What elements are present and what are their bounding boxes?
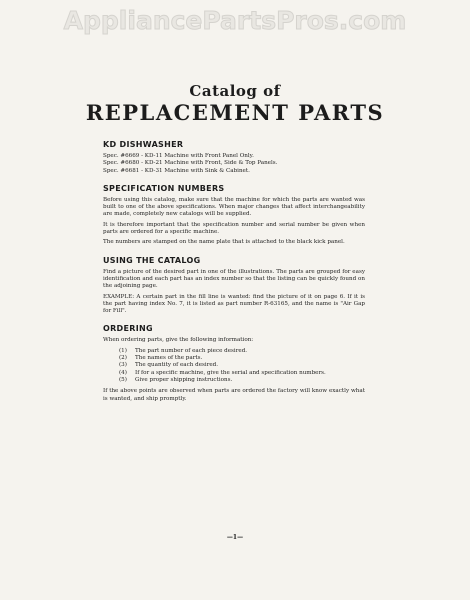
list-item-number: (4) [119, 369, 127, 376]
list-item [119, 355, 365, 362]
paragraph: Find a picture of the desired part in one of the illustrations. The parts are grouped for easy identification and each part has an index number so that the listing can be quickly found on the adjoining page. [103, 268, 365, 290]
using-the-catalog-heading: USING THE CATALOG [103, 255, 201, 265]
watermark-logo: AppliancePartsPros.com [63, 6, 407, 35]
paragraph: It is therefore important that the specification number and serial number be given when parts are ordered for a specific machine. [103, 221, 365, 236]
example-paragraph: EXAMPLE: A certain part in the fill line is wanted: find the picture of it on page 6. If it is the part having index No. 7, it is listed as part number R-63165, and the name is "Air Gap for Fill". [103, 293, 365, 315]
using-the-catalog-section [103, 256, 365, 316]
spec-line-6669: Spec. #6669 - KD-11 Machine with Front Panel Only. [103, 153, 254, 159]
catalog-title-line1: Catalog of [189, 82, 281, 100]
ordering-section [103, 324, 365, 402]
spec-line-6680: Spec. #6680 - KD-21 Machine with Front, Side & Top Panels. [103, 160, 278, 167]
kd-dishwasher-section [103, 140, 365, 175]
list-item-number: (5) [119, 376, 127, 383]
specification-numbers-heading: SPECIFICATION NUMBERS [103, 183, 225, 193]
list-item-text: The quantity of each desired. [135, 362, 219, 369]
ordering-intro: When ordering parts, give the following information: [103, 337, 254, 344]
page-content [103, 140, 365, 406]
paragraph: The numbers are stamped on the name plate that is attached to the black kick panel. [103, 239, 345, 246]
spec-line-6681: Spec. #6681 - KD-31 Machine with Sink & Cabinet. [103, 167, 250, 174]
list-item [119, 370, 365, 377]
specification-numbers-section [103, 184, 365, 247]
kd-dishwasher-heading: KD DISHWASHER [103, 140, 184, 149]
paragraph: Before using this catalog, make sure that the machine for which the parts are wanted was built to one of the above specifications. When major changes that affect interchangeability are made, completely new catalogs will be supplied. [103, 196, 365, 218]
list-item-number: (3) [119, 362, 127, 369]
catalog-title-line2: REPLACEMENT PARTS [85, 100, 385, 125]
list-item-text: The part number of each piece desired. [135, 347, 248, 354]
ordering-closing: If the above points are observed when parts are ordered the factory will know exactly what is wanted, and ship promptly. [103, 388, 365, 402]
page-number: —1— [226, 534, 244, 541]
list-item-text: The names of the parts. [135, 355, 203, 362]
ordering-heading: ORDERING [103, 324, 153, 334]
ordering-list [119, 348, 365, 384]
list-item-text: Give proper shipping instructions. [135, 376, 233, 383]
list-item-number: (2) [119, 355, 127, 362]
list-item-text: If for a specific machine, give the serial and specification numbers. [135, 369, 326, 376]
list-item-number: (1) [119, 347, 127, 354]
list-item [119, 377, 365, 384]
list-item [119, 362, 365, 369]
list-item [119, 348, 365, 355]
